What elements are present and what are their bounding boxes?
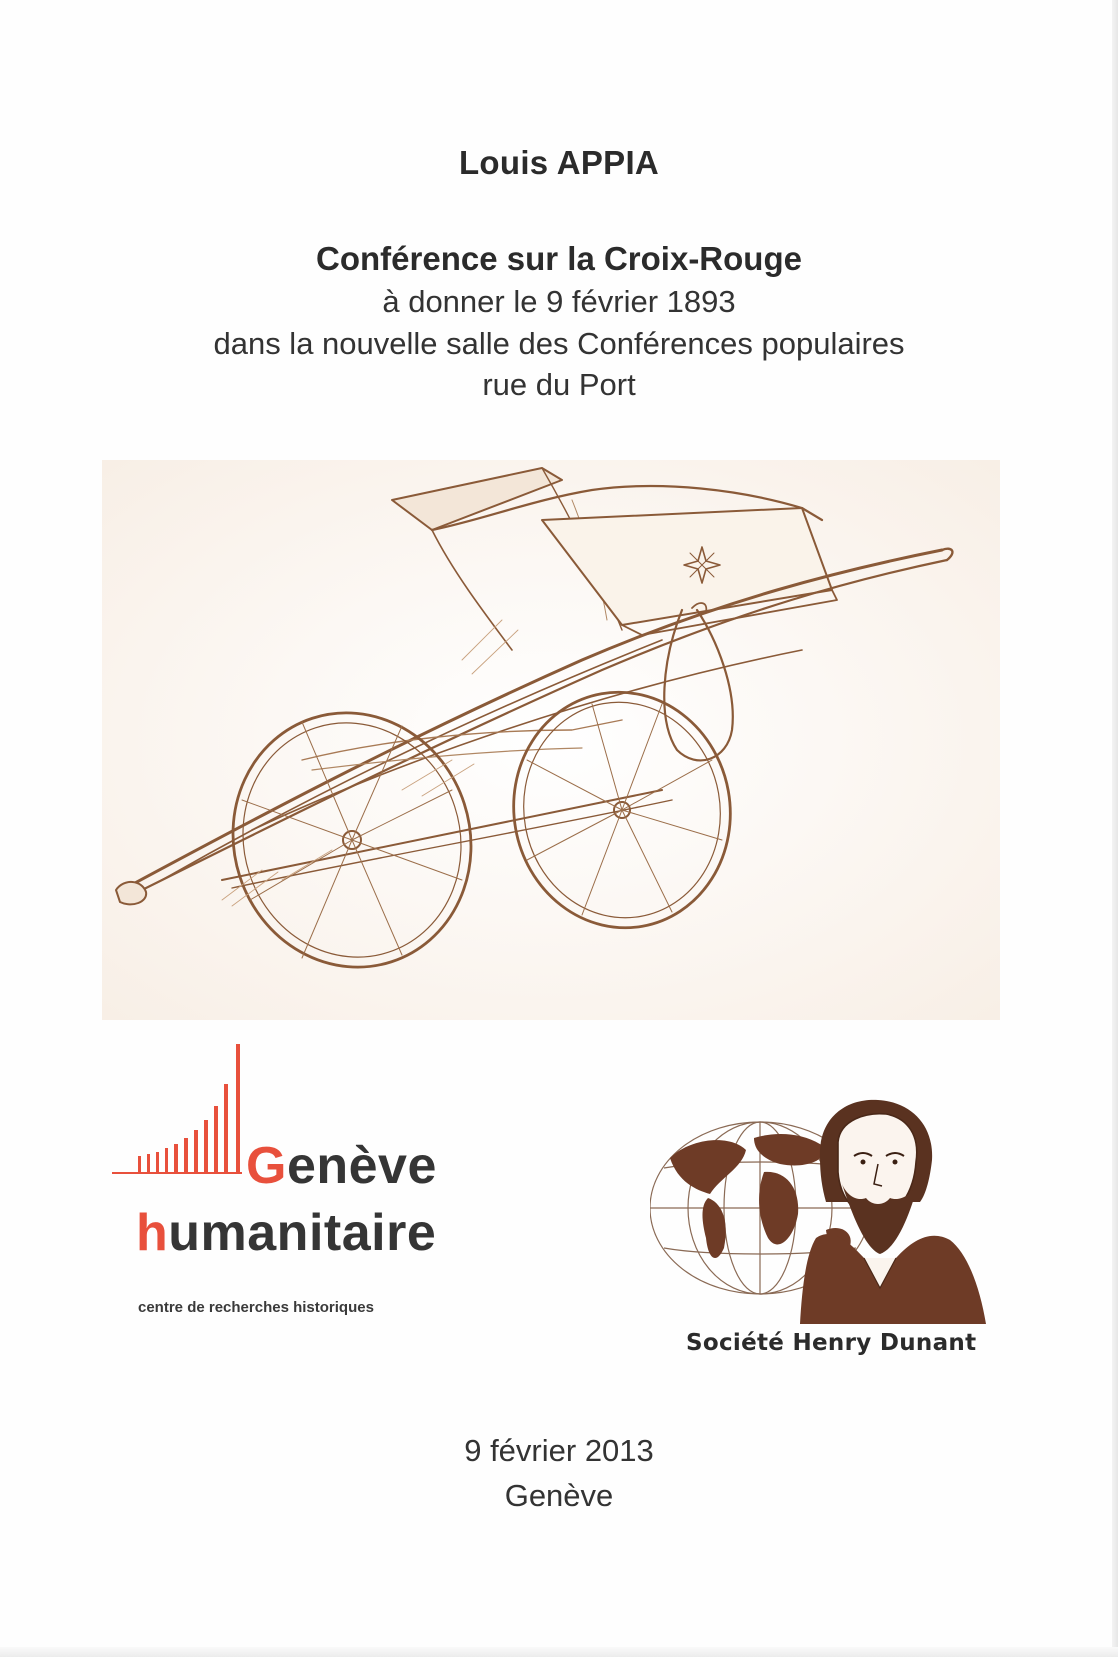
logo-tagline: centre de recherches historiques [138,1299,374,1316]
subtitle-line-1: à donner le 9 février 1893 [382,284,736,319]
logo-geneve-initial: G [246,1137,287,1195]
publication-place: Genève [504,1478,614,1513]
page-bottom-shadow [0,1647,1118,1657]
societe-henry-dunant-logo [650,1098,995,1324]
logo-geneve-rest: enève [286,1137,437,1195]
stretcher-cart-illustration [102,460,1000,1020]
logo-humanitaire-text [136,1203,436,1263]
logo-humanitaire-initial: h [136,1204,169,1262]
logo-geneve-text [246,1136,437,1196]
author-name: Louis APPIA [458,144,660,181]
subtitle-line-2: dans la nouvelle salle des Conférences populaires [213,326,905,361]
document-title: Conférence sur la Croix-Rouge [316,240,802,277]
societe-henry-dunant-name: Société Henry Dunant [686,1330,977,1356]
publication-date: 9 février 2013 [464,1433,654,1468]
logo-humanitaire-rest: umanitaire [168,1204,437,1262]
subtitle-line-3: rue du Port [482,367,636,402]
page-edge-shadow [1112,0,1118,1657]
logo-bars [112,1044,242,1174]
dunant-portrait [800,1100,986,1324]
sketch-paper [102,460,1000,1020]
